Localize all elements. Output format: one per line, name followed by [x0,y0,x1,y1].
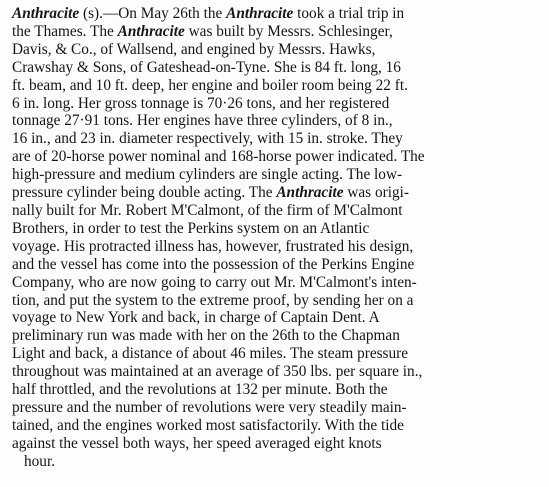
entry-title: Anthracite [12,5,80,22]
text-line [12,327,540,345]
text-segment: preliminary run was made with her on the 26th to the Chapman [12,327,400,345]
ship-name: Anthracite [117,22,185,40]
text-segment: Company, who are now going to carry out Mr. M'Calmont's inten- [12,273,417,291]
text-segment: took a trial trip in [293,5,405,22]
text-segment: voyage. His protracted illness has, however, frustrated his design, [12,237,414,255]
text-line [12,435,540,453]
ship-name: Anthracite [276,184,344,202]
text-segment: tion, and put the system to the extreme proof, by sending her on a [12,291,414,309]
text-segment: and the vessel has come into the possession of the Perkins Engine [12,255,415,273]
text-line [12,112,540,130]
text-segment: against the vessel both ways, her speed averaged eight knots [12,434,382,452]
text-line [12,59,540,77]
text-line [12,399,540,417]
text-segment: nally built for Mr. Robert M'Calmont, of the firm of M'Calmont [12,201,403,219]
text-line [12,77,540,95]
text-segment: ft. beam, and 10 ft. deep, her engine and boiler room being 22 ft. [12,76,408,94]
text-segment: tonnage 27·91 tons. Her engines have three cylinders, of 8 in., [12,112,393,130]
text-segment: Brothers, in order to test the Perkins system on an Atlantic [12,219,370,237]
text-line [12,166,540,184]
text-segment: high-pressure and medium cylinders are single acting. The low- [12,166,403,184]
text-line [12,220,540,238]
text-line [12,453,540,471]
text-segment: was origi- [343,184,409,202]
text-line [12,95,540,113]
entry-qualifier: (s). [79,5,103,22]
article-paragraph [12,5,540,471]
text-segment: hour. [24,452,56,470]
text-segment: throughout was maintained at an average of 350 lbs. per square in., [12,363,423,381]
text-segment: 6 in. long. Her gross tonnage is 70·26 tons, and her registered [12,94,390,112]
text-line [12,23,540,41]
text-line [12,363,540,381]
text-segment: the Thames. The [12,22,118,40]
text-segment: Crawshay & Sons, of Gateshead-on-Tyne. She is 84 ft. long, 16 [12,58,401,76]
text-line [12,184,540,202]
text-segment: pressure cylinder being double acting. The [12,184,277,202]
text-segment: are of 20-horse power nominal and 168-horse power indicated. The [12,148,425,166]
text-line [12,292,540,310]
text-line [12,238,540,256]
text-line [12,345,540,363]
ship-name: Anthracite [226,5,294,22]
text-line [12,381,540,399]
text-line [12,417,540,435]
text-segment: voyage to New York and back, in charge of Captain Dent. A [12,309,380,327]
text-segment: was built by Messrs. Schlesinger, [184,22,393,40]
text-line [12,41,540,59]
text-line [12,202,540,220]
text-line [12,130,540,148]
text-line [12,309,540,327]
text-line [12,256,540,274]
text-segment: Davis, & Co., of Wallsend, and engined by Messrs. Hawks, [12,40,376,58]
text-segment: tained, and the engines worked most satisfactorily. With the tide [12,416,404,434]
text-segment: half throttled, and the revolutions at 132 per minute. Both the [12,381,388,399]
text-line [12,148,540,166]
text-line [12,5,540,23]
text-segment: 16 in., and 23 in. diameter respectively, with 15 in. stroke. They [12,130,403,148]
text-segment: pressure and the number of revolutions were very steadily main- [12,398,407,416]
text-line [12,274,540,292]
text-segment: Light and back, a distance of about 46 miles. The steam pressure [12,345,409,363]
text-segment: —On May 26th the [102,5,227,22]
